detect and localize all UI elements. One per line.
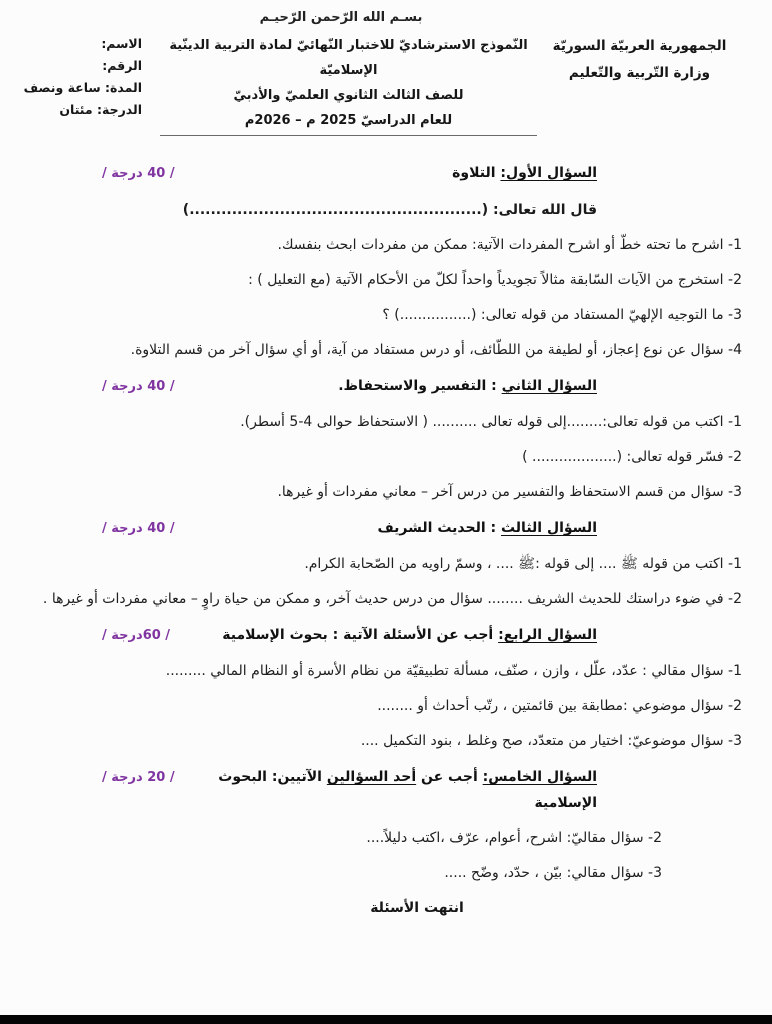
- section-2-item-3: 3- سؤال من قسم الاستحفاظ والتفسير من درس آخر – معاني مفردات أو غيرها.: [277, 484, 742, 500]
- section-4-title-label: السؤال الرابع:: [498, 627, 597, 643]
- section-5-title: [175, 764, 597, 816]
- section-5-title-choice: أحد السؤالين: [326, 769, 417, 785]
- section-4-title: [222, 622, 597, 648]
- section-question-4: [20, 622, 742, 754]
- section-1-score-badge: / 40 درجة /: [102, 166, 175, 181]
- exam-title-line-1: النّموذج الاسترشاديّ للاختبار النّهائيّ لمادة التربية الدينّية الإسلاميّة: [169, 38, 528, 78]
- section-5-title-label: السؤال الخامس:: [482, 769, 597, 785]
- section-3-item-1: 1- اكتب من قوله ﷺ .... إلى قوله :ﷺ .... ، وسمّ راويه من الصّحابة الكرام.: [304, 556, 742, 572]
- section-5-score-badge: / 20 درجة /: [102, 770, 175, 785]
- section-1-title-topic: التلاوة: [452, 165, 501, 181]
- section-2-heading-row: [20, 373, 742, 400]
- grade-field: الدرجة: مئتان: [59, 102, 142, 117]
- section-2-item-2: 2- فسّر قوله تعالى: (................... ): [522, 449, 742, 465]
- section-3-item-2: 2- في ضوء دراستك للحديث الشريف ........ سؤال من درس حديث آخر، و ممكن من حياة راوٍ – معاني مفردات أو غيرها .: [42, 591, 742, 607]
- section-1-item-3: 3- ما التوجيه الإلهيّ المستفاد من قوله تعالى: (................) ؟: [382, 307, 742, 323]
- section-4-heading-row: [20, 622, 742, 649]
- basmala-text: بسـم الله الرّحمن الرّحيـم: [259, 10, 423, 25]
- document-header: [20, 33, 742, 136]
- section-1-title: [452, 160, 597, 186]
- section-question-3: [20, 515, 742, 612]
- section-5-item-2: 3- سؤال مقالي: بيّن ، حدّد، وضّح .....: [444, 865, 662, 881]
- exam-title-line-2: للصف الثالث الثانوي العلميّ والأدبيّ: [233, 88, 464, 103]
- section-3-title-topic: : الحديث الشريف: [377, 520, 501, 536]
- student-info-block: [20, 33, 160, 121]
- section-4-score-badge: / 60درجة /: [102, 628, 171, 643]
- section-question-5: [20, 764, 742, 886]
- ministry-name: وزارة التّربية والتّعليم: [568, 65, 711, 81]
- section-1-item-2: 2- استخرج من الآيات السّابقة مثالاً تجويدياً واحداً لكلّ من الأحكام الآتية (مع التعليل ) :: [248, 272, 742, 288]
- section-1-title-label: السؤال الأول:: [500, 165, 597, 181]
- name-field-label: الاسم:: [101, 36, 142, 51]
- section-question-1: [20, 160, 742, 363]
- section-1-item-4: 4- سؤال عن نوع إعجاز، أو لطيفة من اللطّائف، أو درس مستفاد من آية، أو أي سؤال آخر من قسم التلاوة.: [130, 342, 742, 358]
- section-3-score-badge: / 40 درجة /: [102, 521, 175, 536]
- section-4-title-topic: أجب عن الأسئلة الآتية : بحوث الإسلامية: [222, 627, 499, 643]
- section-2-item-1: 1- اكتب من قوله تعالى:........إلى قوله تعالى .......... ( الاستحفاظ حوالى 4-5 أسطر).: [240, 414, 742, 430]
- section-4-item-1: 1- سؤال مقالي : عدّد، علّل ، وازن ، صنّف، مسألة تطبيقيّة من نظام الأسرة أو النظام المالي .........: [165, 663, 742, 679]
- section-5-title-mid: أجب عن: [416, 769, 483, 785]
- section-1-quran-intro: قال الله تعالى: (.......................................................): [182, 202, 597, 218]
- section-5-heading-row: [20, 764, 742, 816]
- exam-title-line-3: للعام الدراسيّ 2025 م – 2026م: [244, 113, 453, 128]
- number-field-label: الرقم:: [102, 58, 142, 73]
- section-2-title: [338, 373, 597, 399]
- section-question-2: [20, 373, 742, 505]
- section-1-item-1: 1- اشرح ما تحته خطّ أو اشرح المفردات الآتية: ممكن من مفردات ابحث بنفسك.: [277, 237, 742, 253]
- section-2-title-label: السؤال الثاني: [501, 378, 597, 394]
- section-5-title-topic: الآتيين: البحوث الإسلامية: [218, 769, 597, 811]
- scan-edge-bar: [0, 1015, 772, 1024]
- end-of-questions-text: انتهت الأسئلة: [370, 900, 464, 916]
- duration-field: المدة: ساعة ونصف: [23, 80, 142, 95]
- section-1-heading-row: [20, 160, 742, 187]
- exam-title-block: [160, 33, 537, 136]
- section-3-title-label: السؤال الثالث: [500, 520, 597, 536]
- section-4-item-3: 3- سؤال موضوعيّ: اختيار من متعدّد، صح وغلط ، بنود التكميل ....: [360, 733, 742, 749]
- section-4-item-2: 2- سؤال موضوعي :مطابقة بين قائمتين ، رتّب أحداث أو ........: [377, 698, 742, 714]
- section-2-title-topic: : التفسير والاستحفاظ.: [338, 378, 502, 394]
- ministry-block: [537, 33, 742, 87]
- section-2-score-badge: / 40 درجة /: [102, 379, 175, 394]
- country-name: الجمهورية العربيّة السوريّة: [552, 38, 727, 54]
- section-5-item-1: 2- سؤال مقاليّ: اشرح، أعوام، عرّف ،اكتب دليلاً....: [366, 830, 662, 846]
- section-3-heading-row: [20, 515, 742, 542]
- section-3-title: [378, 515, 598, 541]
